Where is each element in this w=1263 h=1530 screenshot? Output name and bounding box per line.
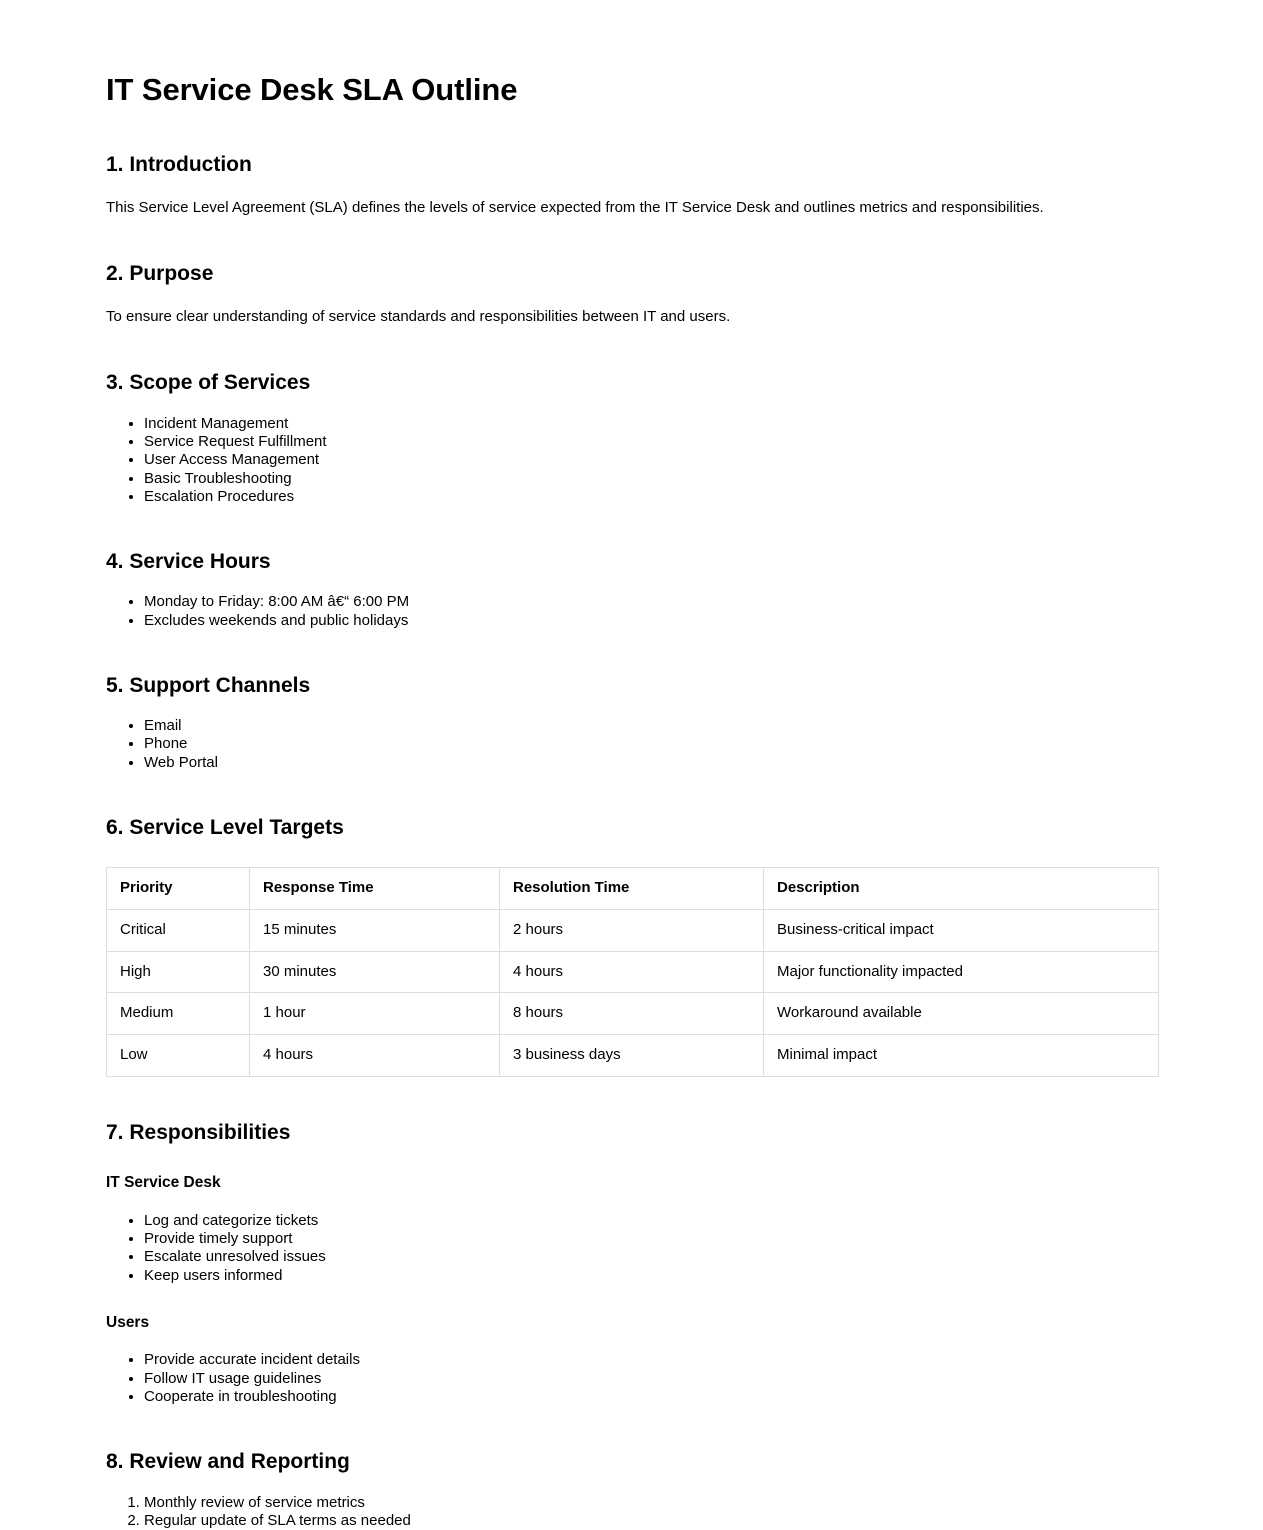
- list-item: • Cooperate in troubleshooting: [144, 1388, 1157, 1406]
- table-cell-resolution-time: 2 hours: [500, 909, 764, 951]
- section-paragraph-purpose: To ensure clear understanding of service standards and responsibilities between IT and users.: [106, 308, 731, 326]
- scope-of-services-list: [106, 415, 1157, 506]
- list-item: • Follow IT usage guidelines: [144, 1370, 1157, 1388]
- table-column-header-response-time: Response Time: [250, 868, 500, 910]
- list-item: • Excludes weekends and public holidays: [144, 612, 1157, 630]
- list-item: • Provide timely support: [144, 1230, 1157, 1248]
- list-item: • Escalate unresolved issues: [144, 1248, 1157, 1266]
- table-cell-description: Minimal impact: [764, 1035, 1159, 1077]
- list-item: • Phone: [144, 735, 1157, 753]
- list-item: • Incident Management: [144, 415, 1157, 433]
- list-item: • Monday to Friday: 8:00 AM â€“ 6:00 PM: [144, 593, 1157, 611]
- table-cell-resolution-time: 8 hours: [500, 993, 764, 1035]
- page-title: IT Service Desk SLA Outline: [106, 72, 518, 107]
- table-row: [107, 951, 1159, 993]
- table-column-header-description: Description: [764, 868, 1159, 910]
- list-item: 2. Regular update of SLA terms as needed: [144, 1512, 1157, 1530]
- list-item: 1. Monthly review of service metrics: [144, 1494, 1157, 1512]
- section-heading-purpose: 2. Purpose: [106, 262, 214, 286]
- list-item: • Provide accurate incident details: [144, 1351, 1157, 1369]
- table-row: [107, 993, 1159, 1035]
- table-cell-priority: Medium: [107, 993, 250, 1035]
- section-heading-scope-of-services: 3. Scope of Services: [106, 371, 311, 395]
- table-cell-description: Major functionality impacted: [764, 951, 1159, 993]
- table-cell-response-time: 30 minutes: [250, 951, 500, 993]
- table-cell-response-time: 4 hours: [250, 1035, 500, 1077]
- table-row: [107, 909, 1159, 951]
- users-responsibilities-list: [106, 1351, 1157, 1406]
- list-item: • Web Portal: [144, 754, 1157, 772]
- list-item: • Basic Troubleshooting: [144, 470, 1157, 488]
- section-heading-service-level-targets: 6. Service Level Targets: [106, 815, 344, 839]
- table-header-row: [107, 868, 1159, 910]
- section-heading-responsibilities: 7. Responsibilities: [106, 1120, 291, 1144]
- list-item: • Email: [144, 717, 1157, 735]
- table-cell-description: Business-critical impact: [764, 909, 1159, 951]
- section-heading-support-channels: 5. Support Channels: [106, 673, 311, 697]
- table-cell-description: Workaround available: [764, 993, 1159, 1035]
- list-item: • Log and categorize tickets: [144, 1212, 1157, 1230]
- section-paragraph-introduction: This Service Level Agreement (SLA) defines the levels of service expected from the IT Service Desk and outlines metrics and responsibilities.: [106, 198, 1044, 216]
- table-cell-response-time: 15 minutes: [250, 909, 500, 951]
- list-item: • User Access Management: [144, 451, 1157, 469]
- table-cell-priority: Low: [107, 1035, 250, 1077]
- table-column-header-resolution-time: Resolution Time: [500, 868, 764, 910]
- section-heading-service-hours: 4. Service Hours: [106, 550, 271, 574]
- subsection-heading-users: Users: [106, 1313, 150, 1331]
- review-and-reporting-list: [106, 1494, 1157, 1530]
- subsection-heading-it-service-desk: IT Service Desk: [106, 1174, 221, 1192]
- support-channels-list: [106, 717, 1157, 772]
- service-hours-list: [106, 593, 1157, 630]
- it-service-desk-responsibilities-list: [106, 1212, 1157, 1285]
- table-column-header-priority: Priority: [107, 868, 250, 910]
- table-cell-priority: High: [107, 951, 250, 993]
- section-heading-introduction: 1. Introduction: [106, 152, 252, 176]
- table-cell-resolution-time: 4 hours: [500, 951, 764, 993]
- list-item: • Service Request Fulfillment: [144, 433, 1157, 451]
- list-item: • Escalation Procedures: [144, 488, 1157, 506]
- service-level-targets-table: [106, 867, 1159, 1077]
- table-cell-response-time: 1 hour: [250, 993, 500, 1035]
- table-row: [107, 1035, 1159, 1077]
- section-heading-review-and-reporting: 8. Review and Reporting: [106, 1450, 350, 1474]
- table-cell-priority: Critical: [107, 909, 250, 951]
- list-item: • Keep users informed: [144, 1267, 1157, 1285]
- table-cell-resolution-time: 3 business days: [500, 1035, 764, 1077]
